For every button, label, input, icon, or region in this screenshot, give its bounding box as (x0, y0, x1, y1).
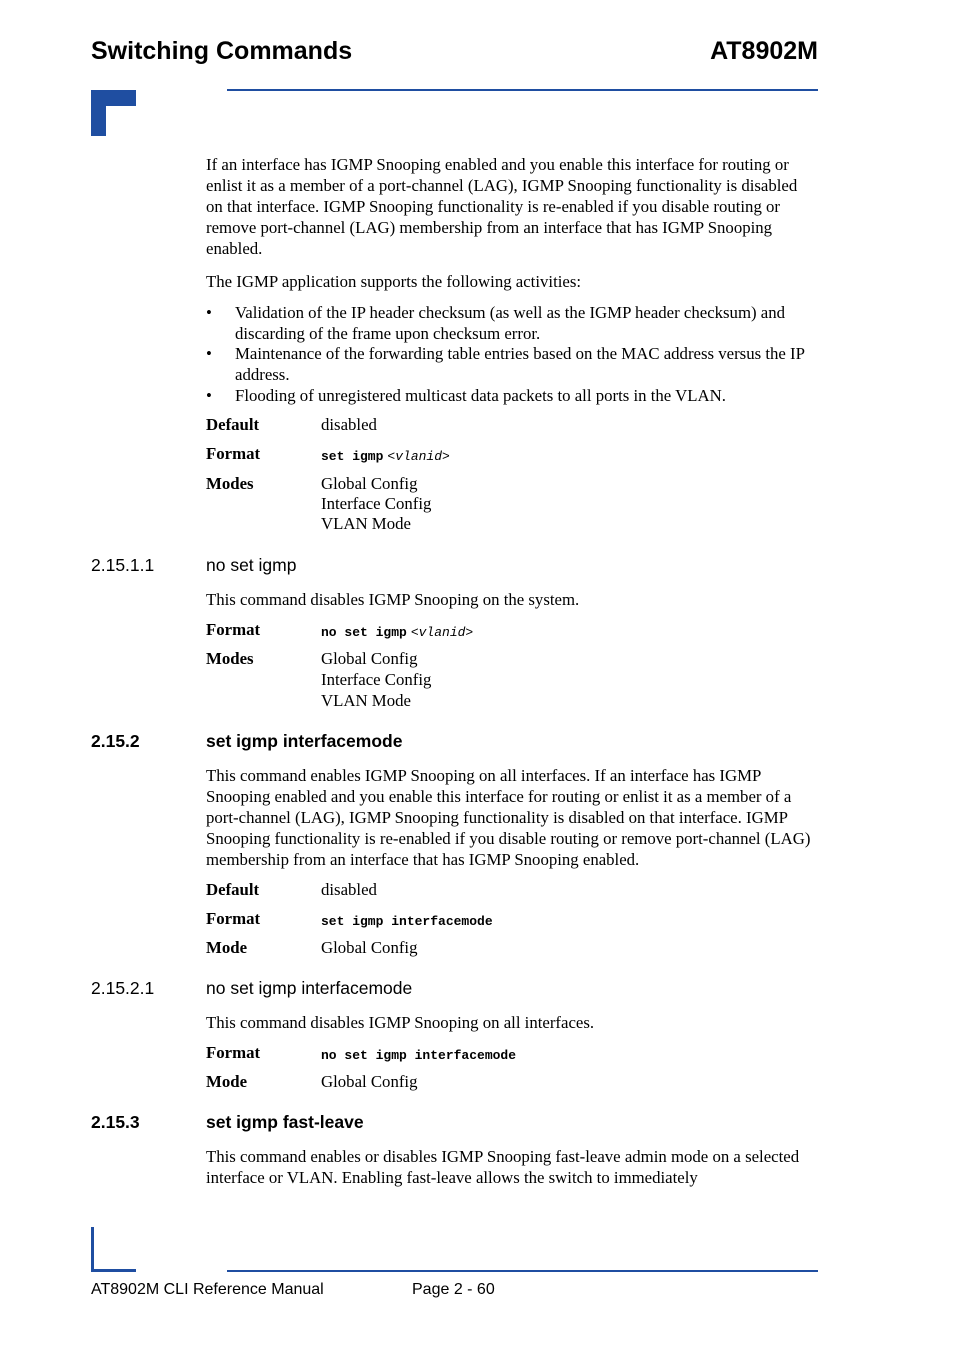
section-description: This command enables or disables IGMP Snooping fast-leave admin mode on a selected interface or VLAN. Enabling fast-leave allows the switch to immediately (206, 1147, 800, 1187)
format-label: Format (206, 1043, 261, 1062)
modes-label: Modes (206, 474, 254, 493)
footer-rule (227, 1270, 818, 1272)
bullet-item: Flooding of unregistered multicast data packets to all ports in the VLAN. (235, 386, 726, 405)
default-value: disabled (321, 880, 377, 899)
command-argument: <vlanid> (387, 449, 450, 464)
section-description: This command disables IGMP Snooping on the system. (206, 590, 580, 609)
header-rule (227, 89, 818, 91)
footer-page-number: Page 2 - 60 (412, 1281, 495, 1298)
mode-item: Global Config (321, 474, 418, 493)
corner-mark-top-stem (91, 90, 106, 136)
format-command (321, 447, 450, 465)
mode-item: Interface Config (321, 494, 432, 513)
command-text: set igmp (321, 449, 384, 464)
mode-item: Interface Config (321, 670, 432, 689)
corner-mark-bottom-stem (91, 1227, 94, 1272)
default-label: Default (206, 415, 260, 434)
bullet-marker: • (206, 303, 212, 322)
modes-label: Modes (206, 649, 254, 668)
format-command (321, 1046, 516, 1064)
mode-value: Global Config (321, 938, 418, 957)
bullet-item: Validation of the IP header checksum (as well as the IGMP header checksum) and discarding of the frame upon checksum error. (235, 303, 786, 343)
header-product: AT8902M (710, 37, 818, 65)
format-label: Format (206, 620, 261, 639)
format-label: Format (206, 444, 261, 463)
activities-lead: The IGMP application supports the following activities: (206, 272, 582, 291)
section-number: 2.15.2 (91, 731, 140, 751)
command-text: no set igmp (321, 625, 407, 640)
section-title: set igmp fast-leave (206, 1112, 364, 1132)
mode-label: Mode (206, 1072, 248, 1091)
corner-mark-bottom-bar (91, 1269, 136, 1272)
section-title: no set igmp interfacemode (206, 978, 413, 998)
section-number: 2.15.2.1 (91, 978, 155, 998)
command-argument: <vlanid> (410, 625, 474, 640)
format-command (321, 912, 493, 930)
section-title: no set igmp (206, 555, 297, 575)
default-label: Default (206, 880, 260, 899)
bullet-marker: • (206, 386, 212, 405)
mode-value: Global Config (321, 1072, 418, 1091)
command-text: set igmp interfacemode (321, 914, 493, 929)
mode-item: VLAN Mode (321, 514, 411, 533)
intro-paragraph: If an interface has IGMP Snooping enabled and you enable this interface for routing or enlist it as a member of a port-channel (LAG), IGMP Snooping functionality is disabled on that interface. IGMP Snooping functionality is re-enabled if you disable routing or remove port-channel (LAG) membership from an interface that has IGMP Snooping enabled. (206, 155, 798, 258)
command-text: no set igmp interfacemode (321, 1048, 517, 1063)
section-description: This command enables IGMP Snooping on all interfaces. If an interface has IGMP Snooping enabled and you enable this interface for routing or enlist it as a member of a port-channel (LAG), IGMP Snooping functionality is disabled on that interface. IGMP Snooping functionality is re-enabled if you disable routing or remove port-channel (LAG) membership from an interface that has IGMP Snooping enabled. (206, 766, 811, 869)
mode-label: Mode (206, 938, 248, 957)
section-number: 2.15.3 (91, 1112, 140, 1132)
mode-item: Global Config (321, 649, 418, 668)
format-label: Format (206, 909, 261, 928)
format-command (321, 623, 473, 641)
default-value: disabled (321, 415, 377, 434)
bullet-marker: • (206, 344, 212, 363)
section-description: This command disables IGMP Snooping on all interfaces. (206, 1013, 595, 1032)
section-number: 2.15.1.1 (91, 555, 155, 575)
bullet-item: Maintenance of the forwarding table entries based on the MAC address versus the IP address. (235, 344, 805, 384)
footer-manual-title: AT8902M CLI Reference Manual (91, 1281, 324, 1298)
mode-item: VLAN Mode (321, 691, 411, 710)
header-title: Switching Commands (91, 37, 353, 65)
section-title: set igmp interfacemode (206, 731, 403, 751)
